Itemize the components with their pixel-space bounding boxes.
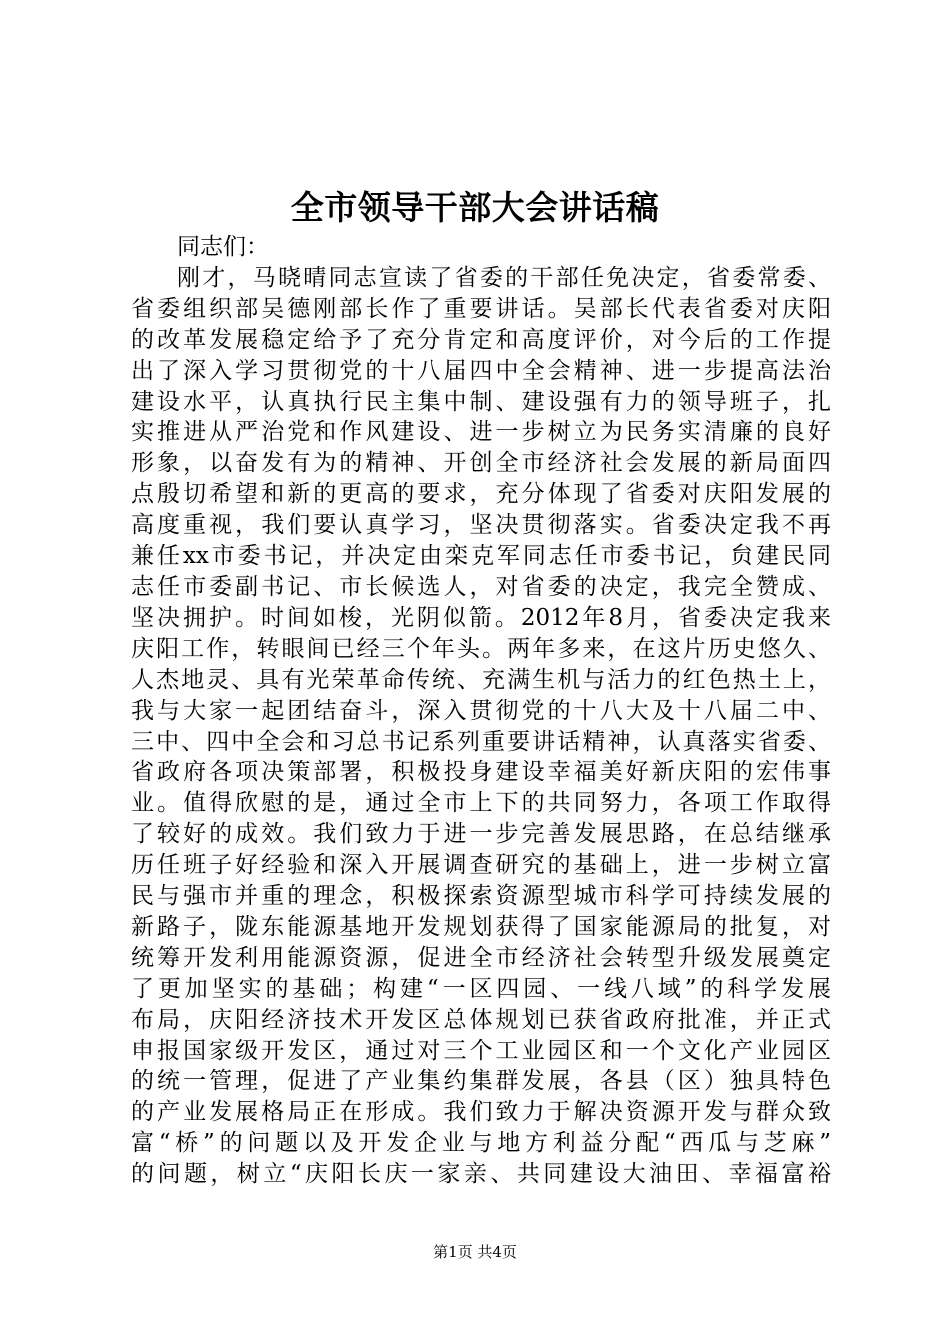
salutation: 同志们： [177,234,269,260]
paragraph-line: 的问题，树立“庆阳长庆一家亲、共同建设大油田、幸福富裕 [131,1161,831,1188]
document-title: 全市领导干部大会讲话稿 [290,188,660,227]
paragraph-line: 建设水平，认真执行民主集中制、建设强有力的领导班子，扎 [131,388,831,415]
paragraph-line: 人杰地灵、具有光荣革命传统、充满生机与活力的红色热土上， [131,666,831,693]
document-body [131,232,831,1190]
paragraph-line: 刚才，马晓晴同志宣读了省委的干部任免决定，省委常委、 [177,264,831,291]
paragraph-line: 富“桥”的问题以及开发企业与地方利益分配“西瓜与芝麻” [131,1130,831,1157]
paragraph-line: 民与强市并重的理念，积极探索资源型城市科学可持续发展的 [131,883,831,910]
paragraph-line: 业。值得欣慰的是，通过全市上下的共同努力，各项工作取得 [131,790,831,817]
paragraph-line: 三中、四中全会和习总书记系列重要讲话精神，认真落实省委、 [131,728,831,755]
paragraph-line: 形象，以奋发有为的精神、开创全市经济社会发展的新局面四 [131,450,831,477]
paragraph-line: 实推进从严治党和作风建设、进一步树立为民务实清廉的良好 [131,419,831,446]
paragraph-line: 了更加坚实的基础；构建“一区四园、一线八域”的科学发展 [131,975,831,1002]
page-number: 第1页 共4页 [433,1243,517,1261]
paragraph-line: 的统一管理，促进了产业集约集群发展，各县（区）独具特色 [131,1068,831,1095]
paragraph-line: 统筹开发利用能源资源，促进全市经济社会转型升级发展奠定 [131,944,831,971]
paragraph-line: 出了深入学习贯彻党的十八届四中全会精神、进一步提高法治 [131,357,831,384]
paragraph-line: 历任班子好经验和深入开展调查研究的基础上，进一步树立富 [131,852,831,879]
paragraph-line: 省委组织部吴德刚部长作了重要讲话。吴部长代表省委对庆阳 [131,295,831,322]
paragraph-line: 的产业发展格局正在形成。我们致力于解决资源开发与群众致 [131,1099,831,1126]
page-footer [0,1240,950,1264]
paragraph-line: 庆阳工作，转眼间已经三个年头。两年多来，在这片历史悠久、 [131,635,831,662]
paragraph-line: 坚决拥护。时间如梭，光阴似箭。2012年8月，省委决定我来 [131,604,831,631]
paragraph-line: 志任市委副书记、市长候选人，对省委的决定，我完全赞成、 [131,573,831,600]
paragraph-line: 了较好的成效。我们致力于进一步完善发展思路，在总结继承 [131,821,831,848]
paragraph-line: 高度重视，我们要认真学习，坚决贯彻落实。省委决定我不再 [131,512,831,539]
paragraph-line: 省政府各项决策部署，积极投身建设幸福美好新庆阳的宏伟事 [131,759,831,786]
paragraph-line: 我与大家一起团结奋斗，深入贯彻党的十八大及十八届二中、 [131,697,831,724]
paragraph-line: 新路子，陇东能源基地开发规划获得了国家能源局的批复，对 [131,913,831,940]
paragraph-line: 布局，庆阳经济技术开发区总体规划已获省政府批准，并正式 [131,1006,831,1033]
paragraph-line: 申报国家级开发区，通过对三个工业园区和一个文化产业园区 [131,1037,831,1064]
paragraph-line: 的改革发展稳定给予了充分肯定和高度评价，对今后的工作提 [131,326,831,353]
paragraph-line: 兼任xx市委书记，并决定由栾克军同志任市委书记，贠建民同 [131,543,831,570]
paragraph-line: 点殷切希望和新的更高的要求，充分体现了省委对庆阳发展的 [131,481,831,508]
